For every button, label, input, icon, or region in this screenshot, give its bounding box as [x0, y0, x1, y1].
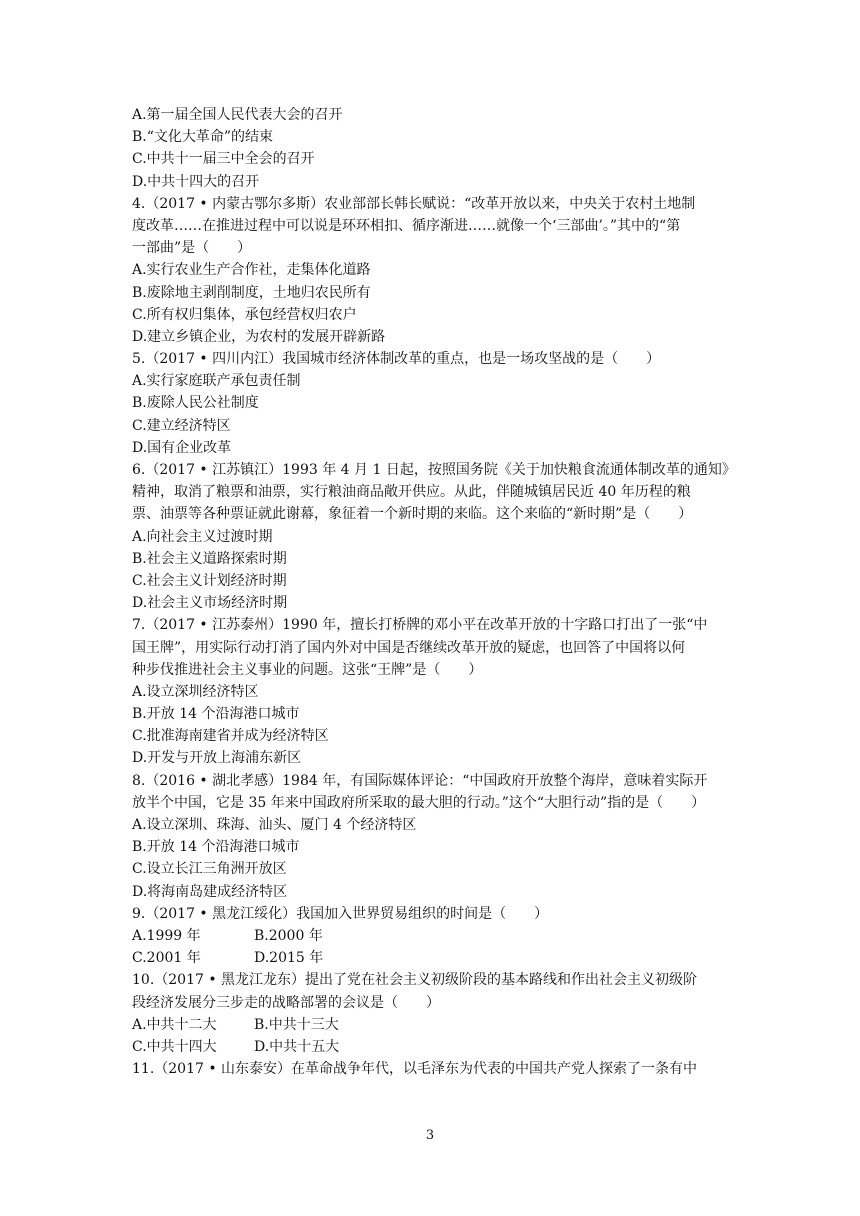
- option-text: C.中共十四大: [132, 1038, 217, 1055]
- question-text-line: 段经济发展分三步走的战略部署的会议是（ ）: [132, 994, 440, 1011]
- question-text-line: 放半个中国，它是 35 年来中国政府所采取的最大胆的行动。”这个“大胆行动”指的是（ ）: [132, 794, 706, 811]
- question-text-line: 7.（2017 • 江苏泰州）1990 年，擅长打桥牌的邓小平在改革开放的十字路口打出了一张“中: [132, 617, 708, 634]
- option-text-line: C.建立经济特区: [132, 417, 231, 434]
- question-text-line: 国王牌”，用实际行动打消了国内外对中国是否继续改革开放的疑虑，也回答了中国将以何: [132, 639, 686, 656]
- option-text-line: B.“文化大革命”的结束: [132, 129, 274, 146]
- question-text-line: 种步伐推进社会主义事业的问题。这张“王牌”是（ ）: [132, 661, 483, 678]
- option-text-line: C.所有权归集体，承包经营权归农户: [132, 306, 357, 323]
- option-pair-row: [132, 1014, 738, 1036]
- option-text: C.2001 年: [132, 950, 201, 967]
- option-text: A.中共十二大: [132, 1016, 217, 1033]
- option-text-line: B.废除地主剥削制度，土地归农民所有: [132, 284, 371, 301]
- option-text-line: D.国有企业改革: [132, 439, 232, 456]
- question-text-line: 6.（2017 • 江苏镇江）1993 年 4 月 1 日起，按照国务院《关于加快粮食流通体制改革的通知》: [132, 462, 736, 478]
- question-text-line: 精神，取消了粮票和油票，实行粮油商品敞开供应。从此，伴随城镇居民近 40 年历程的粮: [132, 484, 691, 501]
- option-text: D.2015 年: [254, 950, 324, 967]
- option-text-line: C.中共十一届三中全会的召开: [132, 151, 315, 168]
- option-text: B.中共十三大: [254, 1016, 339, 1033]
- option-text: B.2000 年: [254, 927, 323, 944]
- option-text: A.1999 年: [132, 927, 201, 944]
- question-text-line: 4.（2017 • 内蒙古鄂尔多斯）农业部部长韩长赋说：“改革开放以来，中央关于农村土地制: [132, 195, 696, 212]
- option-text-line: D.将海南岛建成经济特区: [132, 883, 288, 900]
- question-text-line: 11.（2017 • 山东泰安）在革命战争年代，以毛泽东为代表的中国共产党人探索了一条有中: [132, 1061, 698, 1078]
- option-pair-row: [132, 1036, 738, 1058]
- option-text-line: C.批准海南建省并成为经济特区: [132, 728, 329, 745]
- option-text-line: C.社会主义计划经济时期: [132, 572, 287, 589]
- option-text-line: B.废除人民公社制度: [132, 395, 259, 412]
- question-text-line: 一部曲”是（ ）: [132, 240, 252, 257]
- question-text-line: 度改革……在推进过程中可以说是环环相扣、循序渐进……就像一个‘三部曲’。”其中的“第: [132, 217, 681, 234]
- option-text-line: A.设立深圳经济特区: [132, 683, 259, 700]
- option-text: D.中共十五大: [254, 1038, 340, 1055]
- option-pair-row: [132, 947, 738, 969]
- option-text-line: D.中共十四大的召开: [132, 173, 260, 190]
- option-text-line: B.开放 14 个沿海港口城市: [132, 706, 300, 723]
- option-text-line: B.开放 14 个沿海港口城市: [132, 839, 300, 856]
- question-text-line: 票、油票等各种票证就此谢幕，象征着一个新时期的来临。这个来临的“新时期”是（ ）: [132, 506, 693, 523]
- question-text-line: 5.（2017 • 四川内江）我国城市经济体制改革的重点，也是一场攻坚战的是（ ）: [132, 351, 661, 368]
- option-text-line: D.开发与开放上海浦东新区: [132, 750, 302, 767]
- question-text-line: 10.（2017 • 黑龙江龙东）提出了党在社会主义初级阶段的基本路线和作出社会主义初级阶: [132, 972, 698, 989]
- option-text-line: C.设立长江三角洲开放区: [132, 861, 287, 878]
- option-text-line: A.实行家庭联产承包责任制: [132, 373, 301, 390]
- option-pair-row: [132, 925, 738, 947]
- option-text-line: B.社会主义道路探索时期: [132, 550, 287, 567]
- option-text-line: A.实行农业生产合作社，走集体化道路: [132, 262, 371, 279]
- page-number: 3: [425, 1128, 435, 1143]
- question-text-line: 9.（2017 • 黑龙江绥化）我国加入世界贸易组织的时间是（ ）: [132, 905, 549, 922]
- page-content: [132, 104, 738, 1080]
- question-text-line: 8.（2016 • 湖北孝感）1984 年，有国际媒体评论：“中国政府开放整个海岸，意味着实际开: [132, 772, 708, 789]
- option-text-line: D.建立乡镇企业，为农村的发展开辟新路: [132, 328, 386, 345]
- option-text-line: D.社会主义市场经济时期: [132, 595, 288, 612]
- option-text-line: A.向社会主义过渡时期: [132, 528, 273, 545]
- option-text-line: A.设立深圳、珠海、汕头、厦门 4 个经济特区: [132, 817, 417, 833]
- option-text-line: A.第一届全国人民代表大会的召开: [132, 107, 343, 123]
